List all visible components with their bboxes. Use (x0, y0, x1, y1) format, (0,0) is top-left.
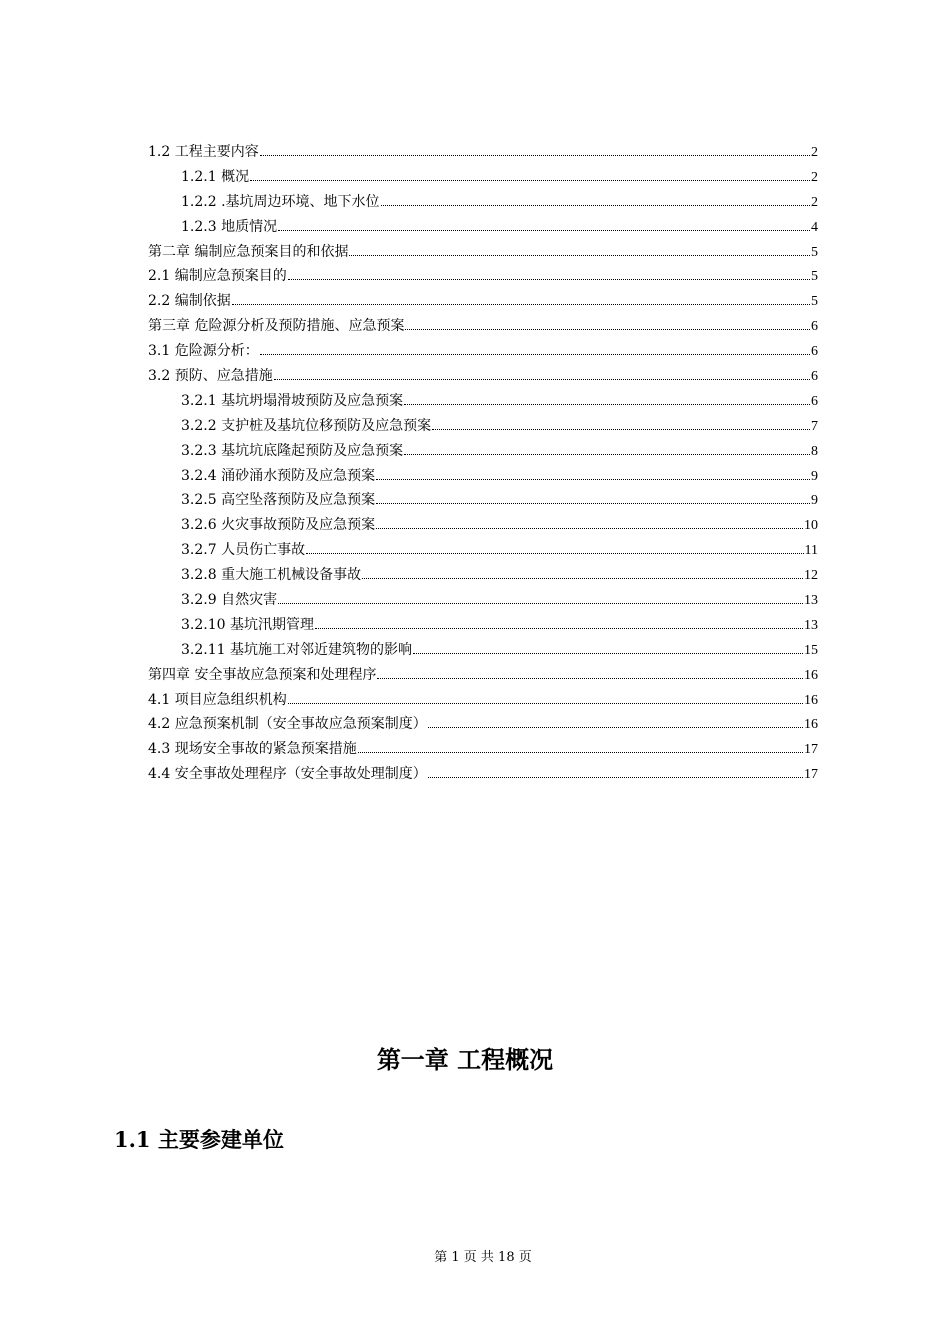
toc-entry[interactable] (148, 464, 818, 489)
toc-entry[interactable] (148, 488, 818, 513)
toc-entry-page-number: 13 (804, 593, 818, 609)
toc-leader-dots (278, 602, 803, 604)
toc-leader-dots (404, 453, 810, 455)
toc-entry-page-number: 15 (804, 642, 818, 658)
toc-entry[interactable] (148, 712, 818, 737)
toc-leader-dots (376, 527, 803, 529)
toc-entry-title: 3.2.11 基坑施工对邻近建筑物的影响 (181, 641, 412, 658)
toc-entry-page-number: 12 (804, 568, 818, 584)
toc-entry-page-number: 6 (811, 344, 818, 360)
toc-entry[interactable] (148, 364, 818, 389)
toc-entry-page-number: 13 (804, 617, 818, 633)
toc-entry-title: 3.2.2 支护桩及基坑位移预防及应急预案 (181, 417, 432, 434)
toc-entry[interactable] (148, 389, 818, 414)
toc-entry[interactable] (148, 165, 818, 190)
toc-leader-dots (274, 378, 810, 380)
toc-leader-dots (250, 179, 810, 181)
toc-entry[interactable] (148, 563, 818, 588)
toc-entry-title: 3.2.1 基坑坍塌滑坡预防及应急预案 (181, 392, 404, 409)
toc-entry-title: 3.2.10 基坑汛期管理 (181, 616, 314, 633)
toc-entry-title: 4.2 应急预案机制（安全事故应急预案制度） (148, 716, 427, 733)
toc-entry-title: 3.2.7 人员伤亡事故 (181, 542, 306, 559)
page-footer: 第 1 页 共 18 页 (434, 1250, 532, 1265)
toc-entry[interactable] (148, 688, 818, 713)
toc-entry-page-number: 10 (804, 518, 818, 534)
toc-entry-page-number: 7 (811, 418, 818, 434)
toc-entry-title: 4.1 项目应急组织机构 (148, 691, 287, 708)
toc-entry-title: 第二章 编制应急预案目的和依据 (148, 243, 349, 260)
toc-entry[interactable] (148, 314, 818, 339)
toc-entry-title: 1.2.2 .基坑周边环境、地下水位 (181, 193, 380, 210)
section-heading: 1.1 主要参建单位 (114, 1127, 284, 1152)
toc-entry-page-number: 2 (811, 169, 818, 185)
toc-entry[interactable] (148, 140, 818, 165)
toc-entry-title: 3.1 危险源分析： (148, 343, 259, 360)
toc-entry-title: 4.3 现场安全事故的紧急预案措施 (148, 741, 357, 758)
toc-entry-title: 2.1 编制应急预案目的 (148, 268, 287, 285)
toc-entry-page-number: 5 (811, 294, 818, 310)
toc-entry-title: 3.2.5 高空坠落预防及应急预案 (181, 492, 376, 509)
toc-leader-dots (260, 353, 810, 355)
toc-entry-page-number: 16 (804, 717, 818, 733)
toc-entry-title: 4.4 安全事故处理程序（安全事故处理制度） (148, 766, 427, 783)
toc-entry[interactable] (148, 663, 818, 688)
toc-entry[interactable] (148, 339, 818, 364)
toc-entry-page-number: 5 (811, 269, 818, 285)
toc-entry[interactable] (148, 588, 818, 613)
toc-leader-dots (278, 229, 810, 231)
toc-entry-title: 第四章 安全事故应急预案和处理程序 (148, 666, 377, 683)
toc-entry[interactable] (148, 289, 818, 314)
toc-entry[interactable] (148, 737, 818, 762)
toc-entry-title: 3.2.3 基坑坑底隆起预防及应急预案 (181, 442, 404, 459)
toc-entry[interactable] (148, 190, 818, 215)
toc-leader-dots (428, 776, 803, 778)
toc-entry[interactable] (148, 439, 818, 464)
toc-entry[interactable] (148, 538, 818, 563)
toc-entry-title: 3.2.9 自然灾害 (181, 592, 278, 609)
toc-leader-dots (358, 751, 803, 753)
toc-entry-title: 1.2.3 地质情况 (181, 218, 278, 235)
toc-entry[interactable] (148, 638, 818, 663)
toc-entry-title: 1.2.1 概况 (181, 168, 250, 185)
toc-entry-page-number: 9 (811, 468, 818, 484)
toc-entry[interactable] (148, 613, 818, 638)
toc-leader-dots (260, 154, 810, 156)
chapter-heading: 第一章 工程概况 (376, 1045, 554, 1074)
toc-entry[interactable] (148, 513, 818, 538)
toc-entry-page-number: 16 (804, 692, 818, 708)
toc-entry[interactable] (148, 215, 818, 240)
toc-entry-page-number: 4 (811, 219, 818, 235)
toc-entry-title: 1.2 工程主要内容 (148, 144, 259, 160)
toc-entry-page-number: 6 (811, 369, 818, 385)
toc-entry-page-number: 17 (804, 742, 818, 758)
toc-entry-title: 2.2 编制依据 (148, 293, 231, 310)
toc-entry-page-number: 16 (804, 667, 818, 683)
toc-entry[interactable] (148, 762, 818, 787)
toc-entry-title: 3.2.6 火灾事故预防及应急预案 (181, 517, 376, 534)
toc-entry-title: 3.2.4 涌砂涌水预防及应急预案 (181, 467, 376, 484)
toc-entry[interactable] (148, 264, 818, 289)
toc-entry-title: 3.2 预防、应急措施 (148, 368, 273, 385)
toc-leader-dots (377, 677, 803, 679)
toc-leader-dots (404, 403, 810, 405)
toc-leader-dots (288, 702, 803, 704)
toc-leader-dots (232, 303, 810, 305)
toc-leader-dots (381, 204, 810, 206)
toc-entry-page-number: 8 (811, 443, 818, 459)
toc-entry-title: 第三章 危险源分析及预防措施、应急预案 (148, 318, 405, 335)
toc-leader-dots (306, 552, 803, 554)
toc-entry-page-number: 6 (811, 319, 818, 335)
toc-entry-page-number: 11 (804, 543, 818, 559)
toc-leader-dots (428, 726, 803, 728)
toc-leader-dots (376, 502, 810, 504)
toc-entry[interactable] (148, 240, 818, 265)
toc-leader-dots (405, 328, 810, 330)
toc-entry-page-number: 9 (811, 493, 818, 509)
toc-leader-dots (315, 627, 803, 629)
toc-leader-dots (432, 428, 810, 430)
toc-entry-page-number: 5 (811, 244, 818, 260)
toc-leader-dots (288, 278, 810, 280)
table-of-contents (148, 140, 818, 787)
toc-entry-page-number: 17 (804, 767, 818, 783)
toc-entry[interactable] (148, 414, 818, 439)
toc-leader-dots (349, 254, 810, 256)
toc-entry-page-number: 2 (811, 145, 818, 160)
toc-leader-dots (376, 478, 810, 480)
toc-entry-page-number: 2 (811, 194, 818, 210)
toc-entry-page-number: 6 (811, 393, 818, 409)
toc-leader-dots (362, 577, 803, 579)
toc-leader-dots (413, 652, 803, 654)
toc-entry-title: 3.2.8 重大施工机械设备事故 (181, 567, 362, 584)
